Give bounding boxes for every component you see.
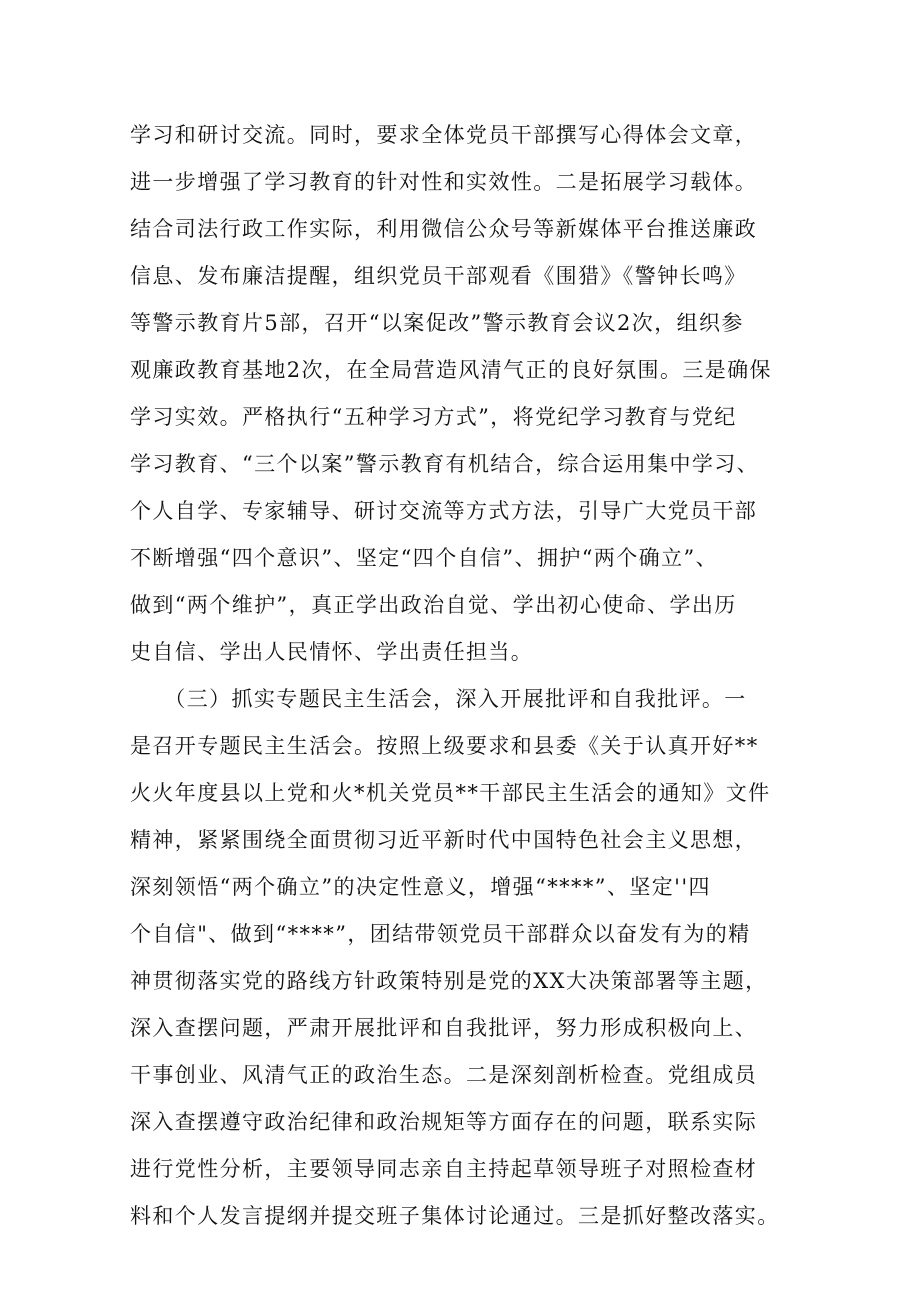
text-line: 做到“两个维护”，真正学出政治自觉、学出初心使命、学出历 [130, 593, 737, 617]
text-line: 进行党性分析，主要领导同志亲自主持起草领导班子对照检查材 [130, 1157, 758, 1181]
text-line: 等警示教育片5部，召开“以案促改”警示教育会议2次，组织参 [130, 311, 744, 335]
text-line: 深入查摆问题，严肃开展批评和自我批评，努力形成积极向上、 [130, 1016, 758, 1040]
document-body [130, 112, 800, 1240]
text-line: 个自信"、做到“****”，团结带领党员干部群众以奋发有为的精 [130, 922, 751, 946]
text-line: 个人自学、专家辅导、研讨交流等方式方法，引导广大党员干部 [130, 499, 758, 523]
text-line: 学习教育、“三个以案”警示教育有机结合，综合运用集中学习、 [130, 452, 760, 476]
text-line: 观廉政教育基地2次，在全局营造风清气正的良好氛围。三是确保 [130, 358, 772, 382]
text-line: 深刻领悟“两个确立”的决定性意义，增强“****”、坚定''四 [130, 875, 711, 899]
text-line: 学习实效。严格执行“五种学习方式”，将党纪学习教育与党纪 [130, 405, 737, 429]
text-line: 火火年度县以上党和火*机关党员**干部民主生活会的通知》文件 [130, 781, 771, 805]
text-line: 史自信、学出人民情怀、学出责任担当。 [130, 640, 534, 664]
text-line: 结合司法行政工作实际，利用微信公众号等新媒体平台推送廉政 [130, 217, 758, 241]
text-line: 深入查摆遵守政治纪律和政治规矩等方面存在的问题，联系实际 [130, 1110, 758, 1134]
text-line: 干事创业、风清气正的政治生态。二是深刻剖析检查。党组成员 [130, 1063, 758, 1087]
text-line: 进一步增强了学习教育的针对性和实效性。二是拓展学习载体。 [130, 170, 758, 194]
text-line: 精神，紧紧围绕全面贯彻习近平新时代中国特色社会主义思想， [130, 828, 758, 852]
text-line: 料和个人发言提纲并提交班子集体讨论通过。三是抓好整改落实。 [130, 1204, 780, 1228]
text-line: 神贯彻落实党的路线方针政策特别是党的XX大决策部署等主题， [130, 969, 768, 993]
text-line: 学习和研讨交流。同时，要求全体党员干部撰写心得体会文章， [130, 123, 758, 147]
text-line: 不断增强“四个意识”、坚定“四个自信”、拥护“两个确立”、 [130, 546, 719, 570]
paragraph-heading-line: （三）抓实专题民主生活会，深入开展批评和自我批评。一 [130, 687, 747, 711]
text-line: 信息、发布廉洁提醒，组织党员干部观看《围猎》《警钟长鸣》 [130, 264, 747, 288]
text-line: 是召开专题民主生活会。按照上级要求和县委《关于认真开好** [130, 734, 759, 758]
